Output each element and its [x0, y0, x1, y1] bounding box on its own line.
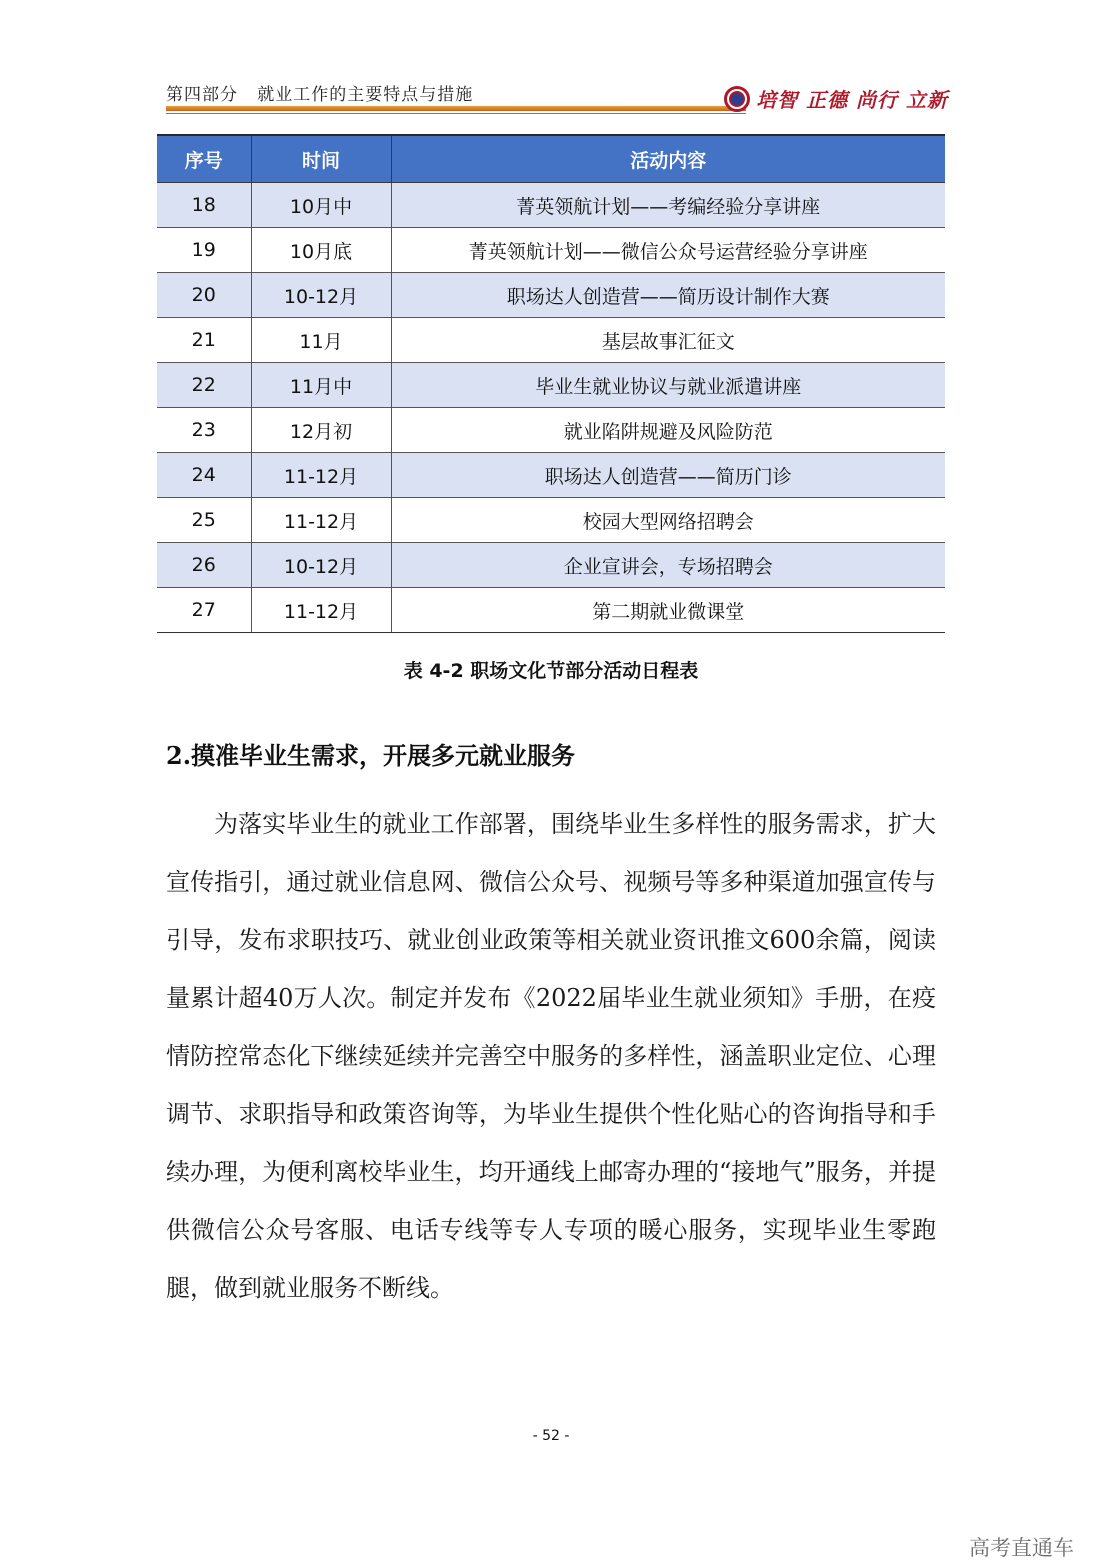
section-heading: 2.摸准毕业生需求，开展多元就业服务	[166, 741, 576, 770]
cell-time: 11月中	[251, 363, 391, 408]
cell-time: 11-12月	[251, 498, 391, 543]
cell-time: 10-12月	[251, 273, 391, 318]
cell-time: 11月	[251, 318, 391, 363]
watermark-text: 高考直通车	[969, 1536, 1074, 1560]
activity-schedule-table	[157, 134, 945, 633]
table-row	[157, 588, 945, 633]
school-logo	[724, 84, 948, 113]
cell-time: 12月初	[251, 408, 391, 453]
table-row	[157, 453, 945, 498]
table-row	[157, 408, 945, 453]
table-header-row	[157, 135, 945, 183]
cell-time: 10月中	[251, 183, 391, 228]
logo-motto: 培智 正德 尚行 立新	[756, 88, 948, 112]
cell-content: 企业宣讲会，专场招聘会	[391, 543, 945, 588]
page-number: - 52 -	[532, 1428, 570, 1444]
cell-index: 20	[157, 273, 251, 318]
column-header-content: 活动内容	[391, 135, 945, 183]
column-header-index: 序号	[157, 135, 251, 183]
cell-content: 第二期就业微课堂	[391, 588, 945, 633]
cell-index: 25	[157, 498, 251, 543]
seal-icon	[724, 86, 750, 112]
table-row	[157, 498, 945, 543]
cell-time: 11-12月	[251, 453, 391, 498]
cell-index: 21	[157, 318, 251, 363]
cell-index: 27	[157, 588, 251, 633]
cell-content: 就业陷阱规避及风险防范	[391, 408, 945, 453]
cell-time: 11-12月	[251, 588, 391, 633]
body-paragraph: 为落实毕业生的就业工作部署，围绕毕业生多样性的服务需求，扩大宣传指引，通过就业信息网、微信公众号、视频号等多种渠道加强宣传与引导，发布求职技巧、就业创业政策等相关就业资讯推文600余篇，阅读量累计超40万人次。制定并发布《2022届毕业生就业须知》手册，在疫情防控常态化下继续延续并完善空中服务的多样性，涵盖职业定位、心理调节、求职指导和政策咨询等，为毕业生提供个性化贴心的咨询指导和手续办理，为便利离校毕业生，均开通线上邮寄办理的“接地气”服务，并提供微信公众号客服、电话专线等专人专项的暖心服务，实现毕业生零跑腿，做到就业服务不断线。	[166, 810, 936, 1302]
cell-index: 26	[157, 543, 251, 588]
header-rule-thin	[166, 113, 746, 114]
cell-time: 10-12月	[251, 543, 391, 588]
table-row	[157, 318, 945, 363]
cell-content: 基层故事汇征文	[391, 318, 945, 363]
cell-time: 10月底	[251, 228, 391, 273]
cell-index: 19	[157, 228, 251, 273]
table-caption: 表 4-2 职场文化节部分活动日程表	[403, 660, 699, 682]
table-row	[157, 543, 945, 588]
cell-index: 18	[157, 183, 251, 228]
cell-index: 22	[157, 363, 251, 408]
cell-index: 24	[157, 453, 251, 498]
cell-index: 23	[157, 408, 251, 453]
cell-content: 菁英领航计划——微信公众号运营经验分享讲座	[391, 228, 945, 273]
header-rule	[166, 106, 746, 111]
cell-content: 校园大型网络招聘会	[391, 498, 945, 543]
header-title: 第四部分 就业工作的主要特点与措施	[166, 85, 474, 105]
cell-content: 职场达人创造营——简历门诊	[391, 453, 945, 498]
cell-content: 职场达人创造营——简历设计制作大赛	[391, 273, 945, 318]
cell-content: 菁英领航计划——考编经验分享讲座	[391, 183, 945, 228]
table-row	[157, 183, 945, 228]
table-row	[157, 228, 945, 273]
table-row	[157, 273, 945, 318]
table-row	[157, 363, 945, 408]
cell-content: 毕业生就业协议与就业派遣讲座	[391, 363, 945, 408]
column-header-time: 时间	[251, 135, 391, 183]
page-header	[166, 78, 946, 118]
